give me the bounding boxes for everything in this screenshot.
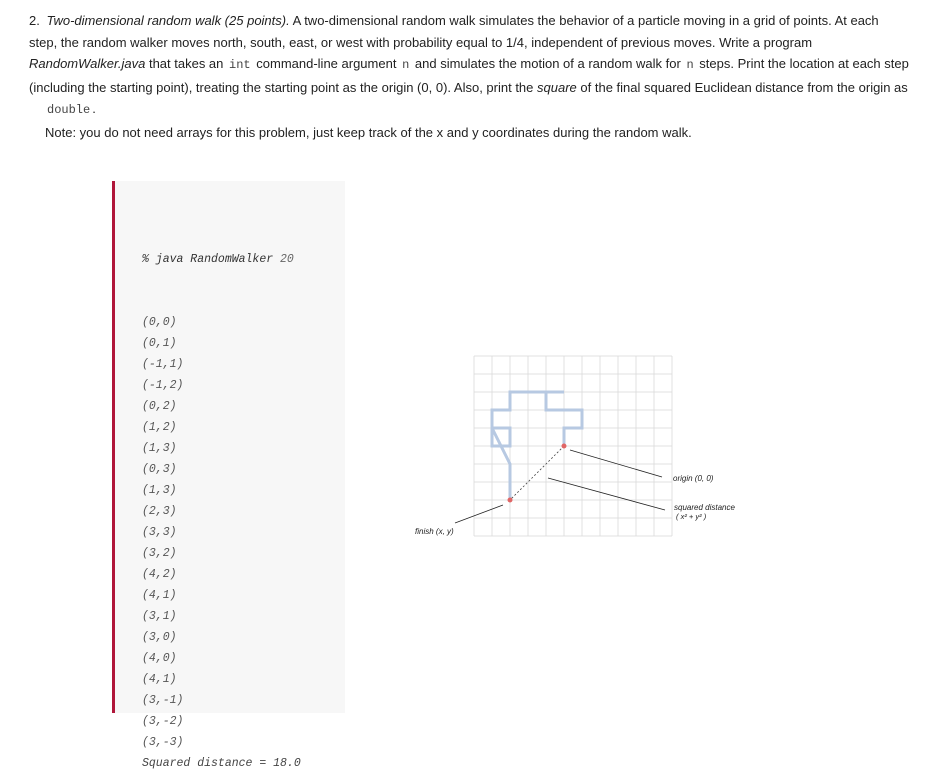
distance-line bbox=[510, 446, 564, 500]
origin-pointer bbox=[570, 450, 662, 477]
output-line: (3,-3) bbox=[142, 736, 184, 749]
problem-text-4: and simulates the motion of a random walk for bbox=[414, 56, 681, 71]
formula-label: ( x² + y² ) bbox=[676, 512, 707, 521]
output-line: (0,2) bbox=[142, 400, 177, 413]
output-line: (2,3) bbox=[142, 505, 177, 518]
command-arg: 20 bbox=[280, 253, 294, 266]
output-line: (-1,2) bbox=[142, 379, 184, 392]
output-line: (1,2) bbox=[142, 421, 177, 434]
output-line: (4,1) bbox=[142, 589, 177, 602]
problem-text-2: that takes an bbox=[148, 56, 224, 71]
double-keyword: double bbox=[47, 103, 91, 117]
squared-distance-pointer bbox=[548, 478, 665, 510]
note: Note: you do not need arrays for this problem, just keep track of the x and y coordinates during the random walk. bbox=[45, 125, 692, 140]
problem-number: 2. bbox=[29, 13, 40, 28]
output-line: (1,3) bbox=[142, 484, 177, 497]
problem-text-3: command-line argument bbox=[256, 56, 397, 71]
output-line: (3,-2) bbox=[142, 715, 184, 728]
problem-text-6: of the final squared Euclidean distance from the origin as bbox=[580, 79, 908, 95]
period: . bbox=[92, 101, 96, 116]
problem-text-1: A two-dimensional random walk simulates the behavior of a particle moving in a grid of points. At each step, the random walker moves north, south, east, or west with probability equal to 1/4, independent of previous moves. Write a program bbox=[29, 13, 879, 50]
output-line: (-1,1) bbox=[142, 358, 184, 371]
program-name: RandomWalker.java bbox=[29, 56, 146, 71]
squared-distance-label: squared distance bbox=[674, 503, 735, 512]
problem-text-5: steps. Print the location at each step (including the starting point), treating the starting point as the origin (0, 0). Also, print the bbox=[29, 56, 909, 95]
random-walk-diagram bbox=[400, 350, 760, 550]
output-line: (1,3) bbox=[142, 442, 177, 455]
output-line: (3,0) bbox=[142, 631, 177, 644]
n-keyword: n bbox=[402, 58, 410, 72]
finish-pointer bbox=[455, 505, 503, 523]
terminal-lines bbox=[142, 207, 301, 774]
output-line: (0,0) bbox=[142, 316, 177, 329]
finish-label: finish (x, y) bbox=[415, 527, 454, 536]
output-line: (3,2) bbox=[142, 547, 177, 560]
n-keyword-2: n bbox=[686, 58, 694, 72]
problem-statement bbox=[29, 10, 909, 122]
output-line: (4,2) bbox=[142, 568, 177, 581]
square-word: square bbox=[537, 79, 577, 95]
terminal-output bbox=[112, 181, 345, 770]
command-prompt: % java RandomWalker bbox=[142, 253, 274, 266]
problem-title: Two-dimensional random walk (25 points). bbox=[46, 13, 290, 28]
output-line: (4,0) bbox=[142, 652, 177, 665]
finish-point bbox=[508, 498, 513, 503]
squared-distance-output: Squared distance = 18.0 bbox=[142, 757, 301, 770]
output-line: (3,3) bbox=[142, 526, 177, 539]
int-keyword: int bbox=[229, 58, 251, 72]
terminal-command bbox=[142, 249, 301, 270]
origin-point bbox=[562, 444, 567, 449]
origin-label: origin (0, 0) bbox=[673, 474, 714, 483]
output-line: (0,3) bbox=[142, 463, 177, 476]
output-line: (4,1) bbox=[142, 673, 177, 686]
output-line: (3,1) bbox=[142, 610, 177, 623]
output-line: (3,-1) bbox=[142, 694, 184, 707]
output-line: (0,1) bbox=[142, 337, 177, 350]
